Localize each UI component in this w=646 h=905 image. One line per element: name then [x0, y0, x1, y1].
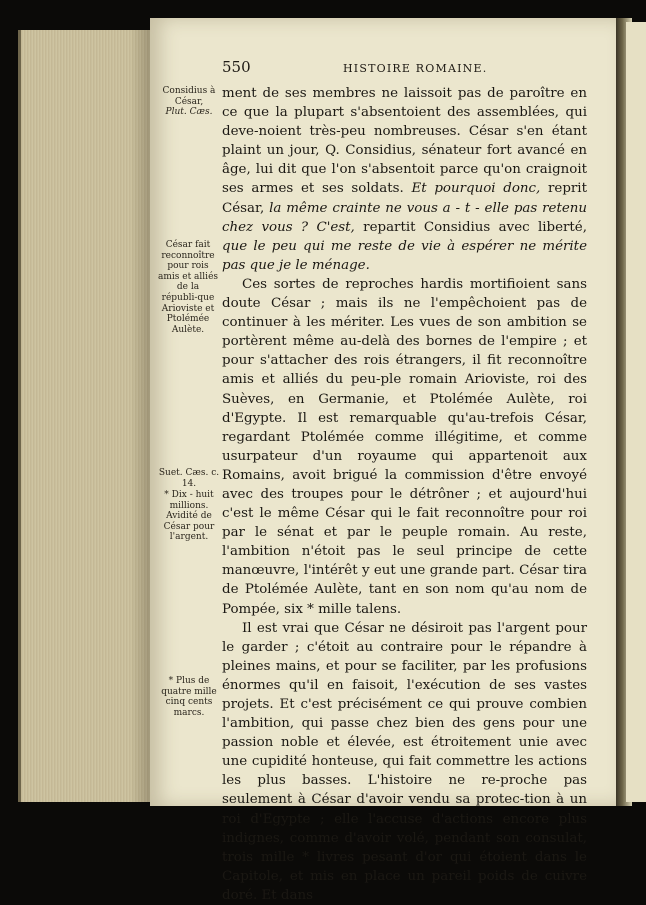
margin-note-plus-de [158, 676, 220, 718]
text-run: ment de ses membres ne laissoit pas de paroître en ce que la plupart s'absentoient des assemblées, qui deve-noient très-peu nombreuses. César s'en étant plaint un jour, Q. Considius, sénateur fort avancé en âge, lui dit que l'on s'absentoit parce qu'on craignoit ses armes et ses soldats. [222, 86, 587, 197]
facing-page-strip [626, 22, 646, 802]
page-header [222, 58, 592, 80]
margin-note-line: * Plus de quatre mille cinq cents marcs. [161, 676, 217, 718]
running-title: HISTOIRE ROMAINE. [343, 62, 488, 75]
text-run: reprit César, [222, 181, 587, 216]
text-run: repartit Considius avec liberté, [354, 219, 587, 235]
margin-note-citation: Plut. Cæs. [165, 107, 213, 118]
page-number: 550 [222, 58, 251, 76]
margin-note-line: Considius à César, [162, 86, 216, 107]
paragraph-3: Il est vrai que César ne désiroit pas l'argent pour le garder ; c'étoit au contraire pour le répandre à pleines mains, et pour se faciliter, par les profusions énormes qu'il en faisoit, l'exécution de ses vastes projets. Et c'est précisément ce qui prouve combien l'ambition, qui passe chez bien des gens pour une passion noble et élevée, est étroitement unie avec une cupidité honteuse, qui fait commettre les actions les plus basses. L'histoire ne re-proche pas seulement à César d'avoir vendu sa protec-tion à un roi d'Egypte ; elle l'accuse d'actions encore plus indignes, comme d'avoir volé, pendant son consulat, trois mille * livres pesant d'or qui étoient dans le Capitole, et mis en place un pareil poids de cuivre doré. Et dans [222, 620, 587, 903]
margin-note-line: César fait reconnoître pour rois amis et alliés de la républi-que Arioviste et Ptolémée Aulète. [158, 240, 219, 335]
margin-note-considius [158, 86, 220, 118]
italic-run: la même crainte ne vous a - t - elle pas retenu chez vous ? C'est, [222, 200, 588, 235]
margin-note-line: * Dix - huit millions. Avidité de César pour l'argent. [163, 490, 215, 543]
margin-note-citation: Suet. Cæs. c. 14. [158, 468, 220, 489]
paragraph-2: Ces sortes de reproches hardis mortifioient sans doute César ; mais ils ne l'empêchoient pas de continuer à les mériter. Les vues de son ambition se portèrent même au-delà des bornes de l'empire ; et pour s'attacher des rois étrangers, il fit reconnoître amis et alliés du peu-ple romain Arioviste, roi des Suèves, en Germanie, et Ptolémée Aulète, roi d'Egypte. Il est remarquable qu'au-trefois César, regardant Ptolémée comme illégitime, et comme usurpateur d'un royaume qui appartenoit aux Romains, avoit brigué la commission d'être envoyé avec des troupes pour le détrôner ; et aujourd'hui c'est le même César qui le fait reconnoître pour roi par le sénat et par le peuple romain. Au reste, l'ambition n'étoit pas le seul principe de cette manœuvre, l'intérêt y eut une grande part. César tira de Ptolémée Aulète, tant en son nom qu'au nom de Pompée, six * mille talens. [222, 276, 587, 617]
margin-note-suet [158, 468, 220, 489]
italic-run: Et pourquoi donc, [411, 181, 541, 197]
margin-note-cesar-fait [158, 240, 218, 335]
margin-note-dix-huit [158, 490, 220, 543]
body-text [222, 84, 587, 905]
paragraph-1 [222, 84, 587, 275]
italic-run: que le peu qui me reste de vie à espérer ne mérite pas que je le ménage. [222, 238, 587, 273]
